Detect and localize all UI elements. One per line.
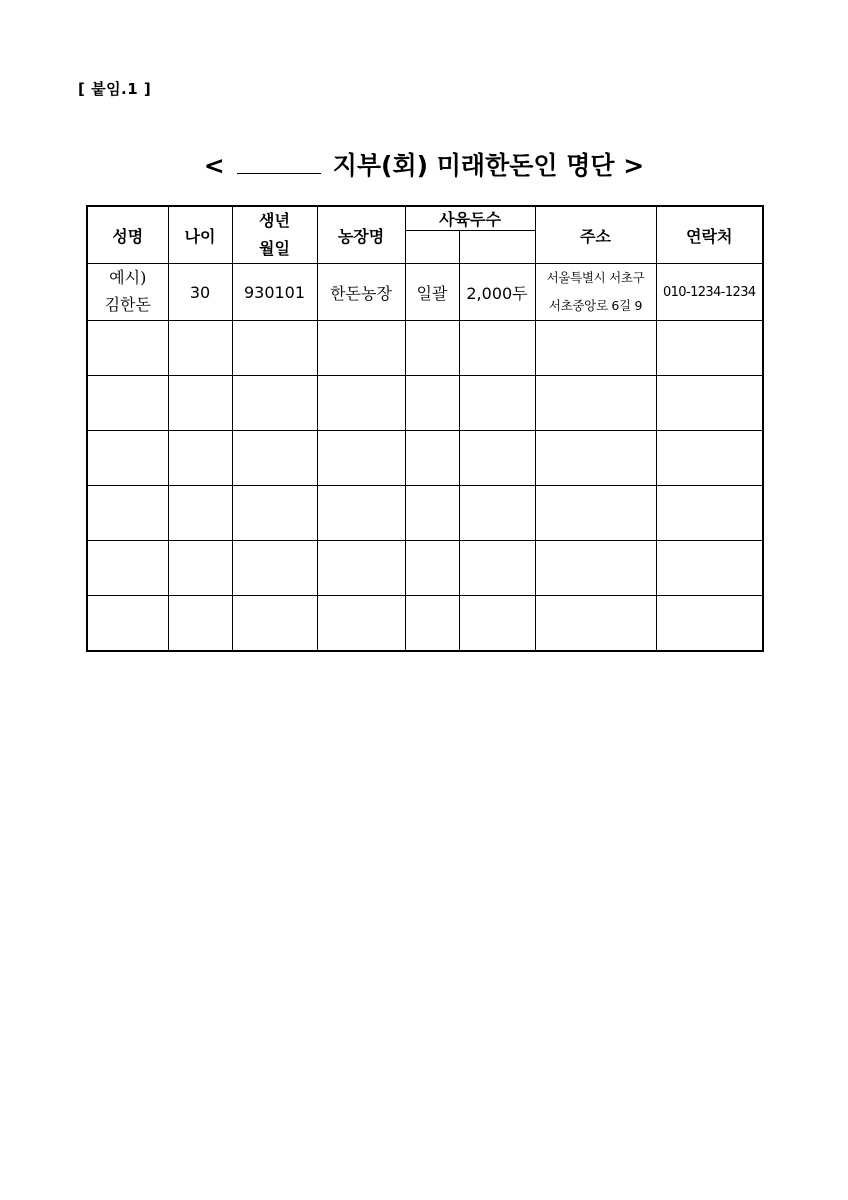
empty-type-cell[interactable] (405, 321, 459, 376)
table-row (87, 596, 763, 651)
example-birth-cell: 930101 (232, 264, 317, 321)
header-head-count-number (459, 231, 535, 264)
table-row (87, 486, 763, 541)
header-name: 성명 (87, 206, 168, 264)
empty-birth-cell[interactable] (232, 486, 317, 541)
title-open-bracket: < (203, 151, 225, 180)
table-row (87, 541, 763, 596)
example-address-line1: 서울특별시 서초구 (546, 270, 645, 285)
header-birth-line2: 월일 (259, 239, 290, 258)
empty-farm-cell[interactable] (317, 486, 405, 541)
header-birth-line1: 생년 (259, 211, 290, 230)
empty-address-cell[interactable] (535, 541, 656, 596)
empty-birth-cell[interactable] (232, 376, 317, 431)
empty-name-cell[interactable] (87, 376, 168, 431)
table-row (87, 321, 763, 376)
empty-name-cell[interactable] (87, 486, 168, 541)
empty-age-cell[interactable] (168, 596, 232, 651)
title-blank-line (237, 155, 321, 174)
empty-farm-cell[interactable] (317, 376, 405, 431)
empty-count-cell[interactable] (459, 541, 535, 596)
empty-farm-cell[interactable] (317, 596, 405, 651)
empty-type-cell[interactable] (405, 376, 459, 431)
header-row-top (87, 206, 763, 231)
empty-address-cell[interactable] (535, 376, 656, 431)
title-close-bracket: > (623, 151, 645, 180)
roster-table (86, 205, 764, 652)
title-text: 지부(회) 미래한돈인 명단 (332, 151, 615, 180)
empty-count-cell[interactable] (459, 321, 535, 376)
empty-name-cell[interactable] (87, 431, 168, 486)
empty-age-cell[interactable] (168, 376, 232, 431)
example-name-cell (87, 264, 168, 321)
empty-address-cell[interactable] (535, 431, 656, 486)
empty-birth-cell[interactable] (232, 431, 317, 486)
document-title (0, 146, 848, 182)
example-name-line2: 김한돈 (104, 295, 151, 314)
empty-farm-cell[interactable] (317, 431, 405, 486)
example-name-line1: 예시) (109, 268, 147, 287)
empty-address-cell[interactable] (535, 486, 656, 541)
empty-contact-cell[interactable] (656, 321, 763, 376)
empty-name-cell[interactable] (87, 596, 168, 651)
table-row-example (87, 264, 763, 321)
header-head-count-type (405, 231, 459, 264)
header-birth (232, 206, 317, 264)
header-age: 나이 (168, 206, 232, 264)
empty-contact-cell[interactable] (656, 541, 763, 596)
example-type-cell: 일괄 (405, 264, 459, 321)
empty-birth-cell[interactable] (232, 541, 317, 596)
empty-count-cell[interactable] (459, 376, 535, 431)
example-count-cell: 2,000두 (459, 264, 535, 321)
empty-name-cell[interactable] (87, 541, 168, 596)
header-address: 주소 (535, 206, 656, 264)
header-farm: 농장명 (317, 206, 405, 264)
empty-address-cell[interactable] (535, 596, 656, 651)
empty-contact-cell[interactable] (656, 596, 763, 651)
empty-type-cell[interactable] (405, 431, 459, 486)
empty-age-cell[interactable] (168, 321, 232, 376)
empty-address-cell[interactable] (535, 321, 656, 376)
example-contact-cell: 010-1234-1234 (656, 264, 763, 321)
empty-birth-cell[interactable] (232, 321, 317, 376)
empty-rows (87, 321, 763, 651)
table-row (87, 376, 763, 431)
example-address-cell (535, 264, 656, 321)
empty-farm-cell[interactable] (317, 541, 405, 596)
empty-contact-cell[interactable] (656, 376, 763, 431)
attachment-label: [ 붙임.1 ] (78, 80, 152, 98)
empty-contact-cell[interactable] (656, 486, 763, 541)
empty-birth-cell[interactable] (232, 596, 317, 651)
empty-type-cell[interactable] (405, 541, 459, 596)
empty-age-cell[interactable] (168, 431, 232, 486)
table-row (87, 431, 763, 486)
empty-count-cell[interactable] (459, 431, 535, 486)
example-farm-cell: 한돈농장 (317, 264, 405, 321)
empty-age-cell[interactable] (168, 486, 232, 541)
empty-count-cell[interactable] (459, 486, 535, 541)
example-age-cell: 30 (168, 264, 232, 321)
header-head-count: 사육두수 (405, 206, 535, 231)
example-address-line2: 서초중앙로 6길 9 (548, 298, 643, 313)
empty-name-cell[interactable] (87, 321, 168, 376)
empty-type-cell[interactable] (405, 596, 459, 651)
empty-type-cell[interactable] (405, 486, 459, 541)
empty-count-cell[interactable] (459, 596, 535, 651)
header-contact: 연락처 (656, 206, 763, 264)
empty-farm-cell[interactable] (317, 321, 405, 376)
empty-age-cell[interactable] (168, 541, 232, 596)
empty-contact-cell[interactable] (656, 431, 763, 486)
